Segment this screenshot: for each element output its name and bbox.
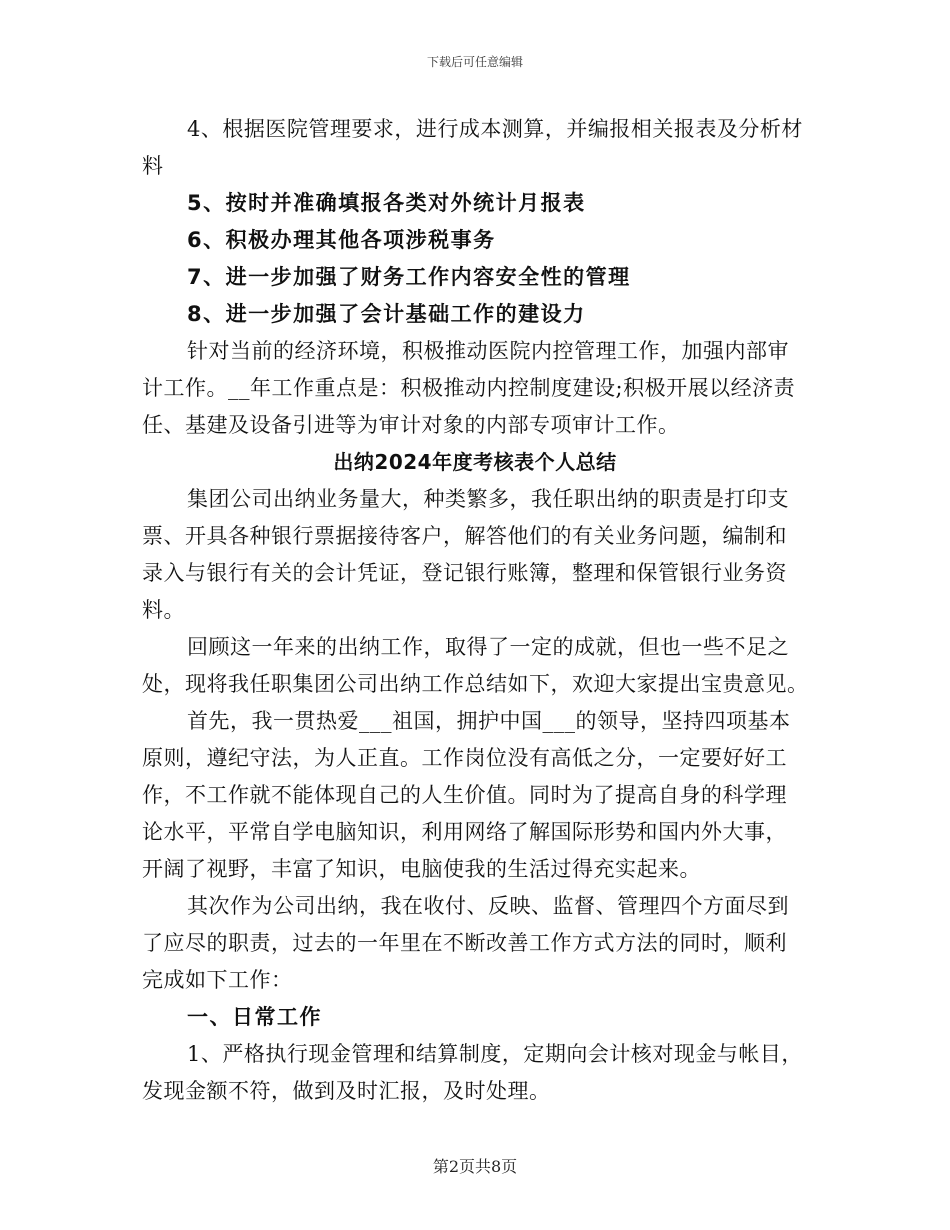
bold-heading-line: 8、进一步加强了会计基础工作的建设力 xyxy=(187,302,586,326)
paragraph-line: 了应尽的职责，过去的一年里在不断改善工作方式方法的同时，顺利 xyxy=(142,931,787,955)
bold-heading-line: 6、积极办理其他各项涉税事务 xyxy=(187,228,496,252)
paragraph-line: 集团公司出纳业务量大，种类繁多，我任职出纳的职责是打印支 xyxy=(187,487,789,511)
paragraph-line: 原则，遵纪守法，为人正直。工作岗位没有高低之分，一定要好好工 xyxy=(142,746,787,770)
bold-heading-line: 7、进一步加强了财务工作内容安全性的管理 xyxy=(187,265,631,289)
paragraph-line: 料 xyxy=(142,154,164,178)
paragraph-line: 发现金额不符，做到及时汇报，及时处理。 xyxy=(142,1079,551,1103)
paragraph-line: 回顾这一年来的出纳工作，取得了一定的成就，但也一些不足之 xyxy=(187,635,789,659)
paragraph-line: 首先，我一贯热爱___祖国，拥护中国___的领导，坚持四项基本 xyxy=(187,709,791,733)
paragraph-line: 料。 xyxy=(142,598,185,622)
paragraph-line: 完成如下工作： xyxy=(142,968,293,992)
paragraph-line: 票、开具各种银行票据接待客户，解答他们的有关业务问题，编制和 xyxy=(142,524,787,548)
paragraph-line: 开阔了视野，丰富了知识，电脑使我的生活过得充实起来。 xyxy=(142,857,701,881)
paragraph-line: 针对当前的经济环境，积极推动医院内控管理工作，加强内部审 xyxy=(187,339,789,363)
document-body xyxy=(142,111,808,1110)
bold-heading-line: 5、按时并准确填报各类对外统计月报表 xyxy=(187,191,586,215)
paragraph-line: 录入与银行有关的会计凭证，登记银行账簿，整理和保管银行业务资 xyxy=(142,561,787,585)
paragraph-line: 计工作。__年工作重点是：积极推动内控制度建设;积极开展以经济责 xyxy=(142,376,796,400)
paragraph-line: 处，现将我任职集团公司出纳工作总结如下，欢迎大家提出宝贵意见。 xyxy=(142,672,809,696)
page-header: 下载后可任意编辑 xyxy=(426,55,523,69)
paragraph-line: 作，不工作就不能体现自己的人生价值。同时为了提高自身的科学理 xyxy=(142,783,787,807)
paragraph-line: 4、根据医院管理要求，进行成本测算，并编报相关报表及分析材 xyxy=(187,117,803,141)
paragraph-line: 任、基建及设备引进等为审计对象的内部专项审计工作。 xyxy=(142,413,680,437)
paragraph-line: 其次作为公司出纳，我在收付、反映、监督、管理四个方面尽到 xyxy=(187,894,789,918)
bold-heading-line: 一、日常工作 xyxy=(187,1005,322,1029)
paragraph-line: 论水平，平常自学电脑知识，利用网络了解国际形势和国内外大事， xyxy=(142,820,787,844)
paragraph-line: 1、严格执行现金管理和结算制度，定期向会计核对现金与帐目， xyxy=(187,1042,803,1066)
section-title: 出纳2024年度考核表个人总结 xyxy=(333,450,617,474)
page-footer: 第2页共8页 xyxy=(432,1157,518,1176)
